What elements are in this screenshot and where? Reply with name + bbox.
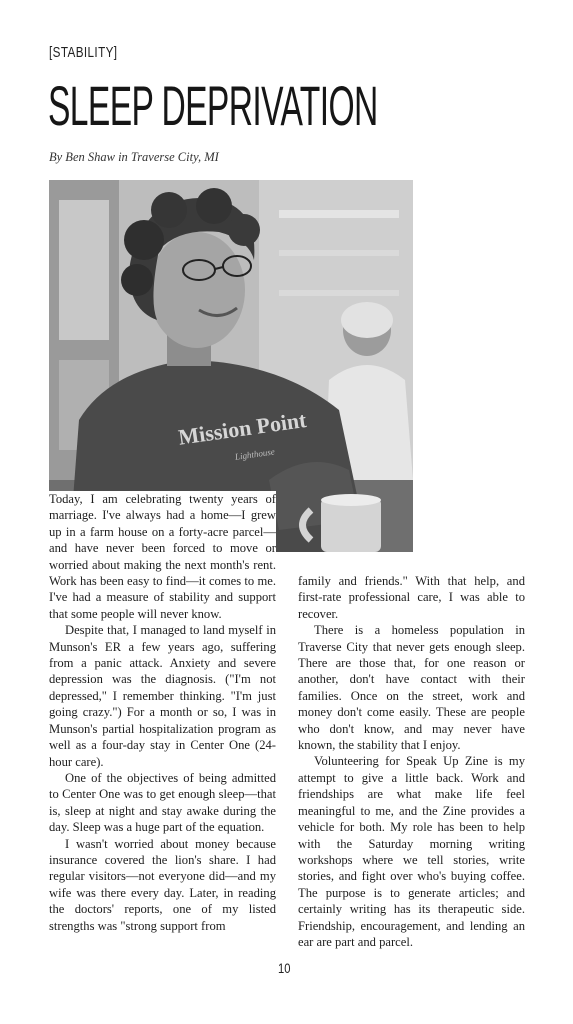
shirt-logo: Mission Point — [176, 407, 308, 450]
page-number: 10 — [278, 960, 291, 976]
article-column-2 — [298, 573, 525, 950]
article-paragraph: family and friends." With that help, and first-rate professional care, I was able to recover. — [298, 574, 525, 621]
article-paragraph: There is a homeless population in Traverse City that never gets enough sleep. There are those that, for one reason or another, don't have contact with their families. Once on the street, work and money don't come easily. These are people who don't know, and may never have known, the stability that I enjoy. — [298, 623, 525, 753]
svg-text:Lighthouse: Lighthouse — [234, 446, 276, 462]
article-paragraph: I wasn't worried about money because insurance covered the lion's share. I had regular visitors—not everyone did—and my wife was there every day. Later, in reading the doctors' reports, one of my listed strengths was "strong support from — [49, 836, 276, 933]
article-paragraph: Volunteering for Speak Up Zine is my attempt to give a little back. Work and friendships are what make life feel meaningful to me, and the Zine provides a vehicle for both. My role has been to help with the Saturday morning writing workshops where we tell stories, write stories, and fight over who's buying coffee. The purpose is to generate articles; and certainly writing has its therapeutic side. Friendship, encouragement, and lending an ear are part and parcel. — [298, 754, 525, 949]
article-paragraph: One of the objectives of being admitted to Center One was to get enough sleep—that is, sleep at night and stay awake during the day. Sleep was a huge part of the equation. — [49, 770, 276, 835]
article-column-1 — [49, 491, 276, 934]
article-title: SLEEP DEPRIVATION — [48, 74, 378, 137]
section-kicker: [STABILITY] — [49, 44, 118, 61]
byline: By Ben Shaw in Traverse City, MI — [49, 150, 219, 164]
article-paragraph: Today, I am celebrating twenty years of marriage. I've always had a home—I grew up in a farm house on a forty-acre parcel—and have never been forced to move or worried about making the next month's rent. Work has been easy to find—it comes to me. I've had a measure of stability and support that some people will never know. — [49, 492, 276, 621]
article-paragraph: Despite that, I managed to land myself in Munson's ER a few years ago, suffering from a panic attack. Anxiety and severe depression was the diagnosis. ("I'm not depressed," I remember thinking. "I'm just going crazy.") For a month or so, I was in Munson's partial hospitalization program as well as a four-day stay in Center One (24-hour care). — [49, 623, 276, 769]
